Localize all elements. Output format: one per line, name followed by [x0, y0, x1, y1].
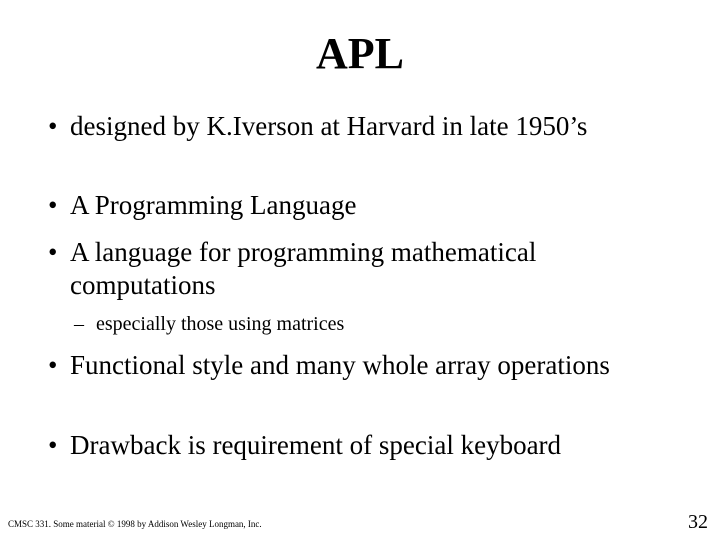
page-number: 32: [688, 511, 708, 533]
bullet-text: Drawback is requirement of special keyboard: [70, 430, 562, 460]
bullet-text: Functional style and many whole array operations: [70, 350, 610, 380]
bullet-marker: •: [48, 430, 58, 460]
bullet-marker: •: [48, 111, 58, 141]
bullet-item: [48, 349, 688, 382]
bullet-marker: •: [48, 237, 58, 267]
bullet-item: [48, 236, 688, 302]
copyright-footer: CMSC 331. Some material © 1998 by Addison Wesley Longman, Inc.: [8, 519, 262, 529]
bullet-marker: •: [48, 190, 58, 220]
bullet-text: A language for programming mathematical computations: [70, 237, 537, 300]
slide-title: APL: [316, 29, 404, 78]
bullet-text: designed by K.Iverson at Harvard in late 1950’s: [70, 111, 588, 141]
bullet-item: [48, 429, 688, 462]
bullet-item: [48, 110, 688, 143]
sub-bullet-marker: –: [74, 313, 84, 335]
bullet-text: A Programming Language: [70, 190, 357, 220]
sub-bullet-text: especially those using matrices: [96, 313, 345, 335]
bullet-item: [48, 189, 688, 222]
bullet-marker: •: [48, 350, 58, 380]
sub-bullet-item: [74, 311, 674, 337]
